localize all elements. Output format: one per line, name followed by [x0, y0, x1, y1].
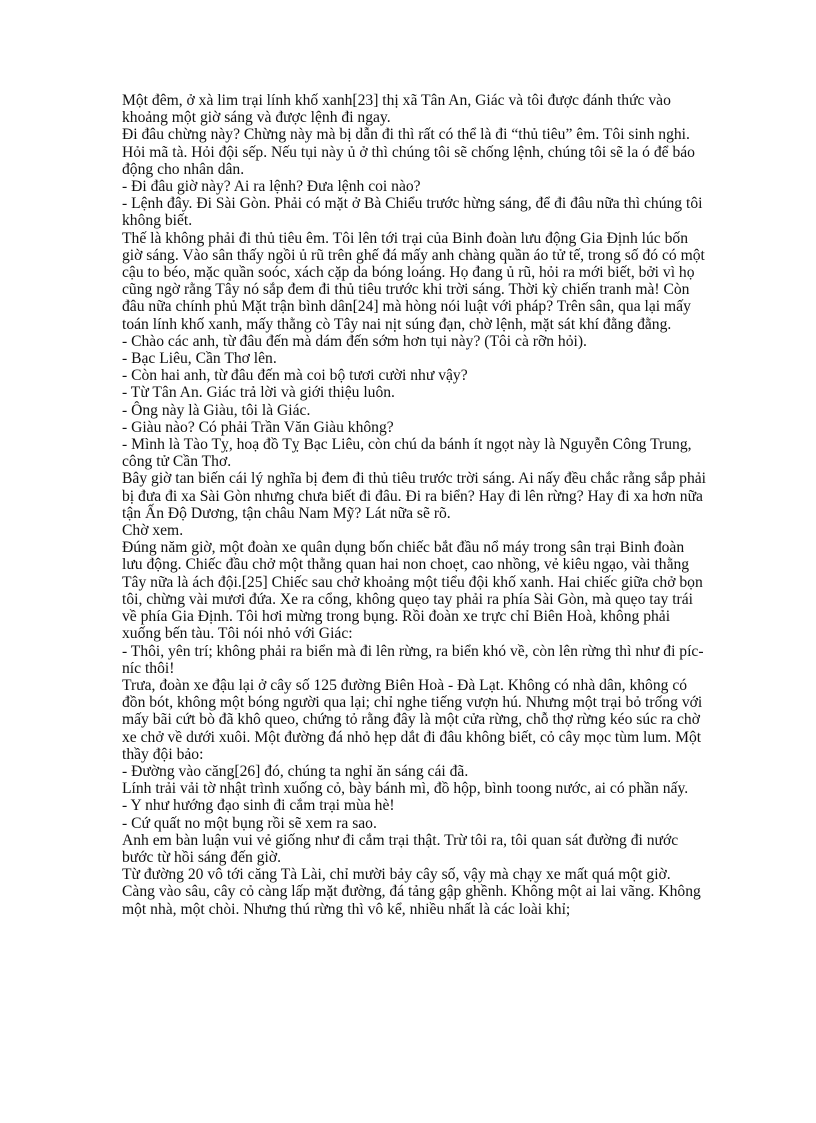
paragraph: Lính trải vải tờ nhật trình xuống cỏ, bày bánh mì, đồ hộp, bình toong nước, ai có phần nấy.	[122, 780, 689, 798]
dialogue-line: - Lệnh đây. Đi Sài Gòn. Phải có mặt ở Bà Chiểu trước hừng sáng, để đi đâu nữa thì chúng tôi không biết.	[122, 195, 703, 230]
dialogue-line: - Chào các anh, từ đâu đến mà dám đến sớm hơn tụi này? (Tôi cà rỡn hỏi).	[122, 332, 587, 350]
dialogue-line: - Còn hai anh, từ đâu đến mà coi bộ tươi cười như vậy?	[122, 367, 468, 385]
paragraph: Một đêm, ở xà lim trại lính khố xanh[23] thị xã Tân An, Giác và tôi được đánh thức vào khoảng một giờ sáng và được lệnh đi ngay.	[122, 92, 671, 127]
paragraph: Trưa, đoàn xe đậu lại ở cây số 125 đường Biên Hoà - Đà Lạt. Không có nhà dân, không có đồn bót, không một bóng người qua lại; chỉ nghe tiếng vượn hú. Nhưng một trại bỏ trống với mấy bãi cứt bò đã khô queo, chứng tỏ rằng đây là một cửa rừng, chỗ thợ rừng kéo súc ra chờ xe chở về dưới xuôi. Một đường đá nhỏ hẹp dắt đi đâu không biết, cỏ cây mọc tùm lum. Một thầy đội bảo:	[122, 676, 703, 763]
dialogue-line: - Giàu nào? Có phải Trần Văn Giàu không?	[122, 418, 394, 436]
dialogue-line: - Đường vào căng[26] đó, chúng ta nghỉ ăn sáng cái đã.	[122, 762, 469, 780]
dialogue-line: - Thôi, yên trí; không phải ra biển mà đi lên rừng, ra biển khó về, còn lên rừng thì như đi píc-níc thôi!	[122, 642, 704, 677]
paragraph: Đi đâu chừng này? Chừng này mà bị dẫn đi thì rất có thể là đi “thủ tiêu” êm. Tôi sinh nghi. Hỏi mã tà. Hỏi đội sếp. Nếu tụi này ủ ở thì chúng tôi sẽ chống lệnh, chúng tôi sẽ la ó để báo động cho nhân dân.	[122, 126, 695, 178]
document-page	[122, 92, 707, 918]
paragraph: Từ đường 20 vô tới căng Tà Lài, chỉ mười bảy cây số, vậy mà chạy xe mất quá một giờ. Càng vào sâu, cây cỏ càng lấp mặt đường, đá tảng gập ghềnh. Không một ai lai vãng. Không một nhà, một chòi. Nhưng thú rừng thì vô kể, nhiều nhất là các loài khỉ;	[122, 866, 701, 918]
paragraph: Chờ xem.	[122, 522, 184, 540]
dialogue-line: - Mình là Tào Tỵ, hoạ đồ Tỵ Bạc Liêu, còn chú da bánh ít ngọt này là Nguyễn Công Trung, công tử Cần Thơ.	[122, 436, 692, 471]
dialogue-line: - Bạc Liêu, Cần Thơ lên.	[122, 350, 277, 368]
dialogue-line: - Y như hướng đạo sinh đi cắm trại mùa hè!	[122, 797, 395, 815]
dialogue-line: - Đi đâu giờ này? Ai ra lệnh? Đưa lệnh coi nào?	[122, 178, 421, 196]
paragraph: Anh em bàn luận vui vẻ giống như đi cắm trại thật. Trừ tôi ra, tôi quan sát đường đi nước bước từ hồi sáng đến giờ.	[122, 831, 679, 866]
dialogue-line: - Từ Tân An. Giác trả lời và giới thiệu luôn.	[122, 384, 395, 402]
paragraph: Bây giờ tan biến cái lý nghĩa bị đem đi thủ tiêu trước trời sáng. Ai nấy đều chắc rằng sắp phải bị đưa đi xa Sài Gòn nhưng chưa biết đi đâu. Đi ra biển? Hay đi lên rừng? Hay đi xa hơn nữa tận Ấn Độ Dương, tận châu Nam Mỹ? Lát nữa sẽ rõ.	[122, 470, 707, 522]
dialogue-line: - Cứ quất no một bụng rồi sẽ xem ra sao.	[122, 814, 377, 832]
dialogue-line: - Ông này là Giàu, tôi là Giác.	[122, 401, 311, 419]
paragraph: Đúng năm giờ, một đoàn xe quân dụng bốn chiếc bắt đầu nổ máy trong sân trại Binh đoàn lưu động. Chiếc đầu chở một thằng quan hai non choẹt, cao nhồng, vẻ kiêu ngạo, vài thằng Tây nữa là ách đội.[25] Chiếc sau chở khoảng một tiểu đội khố xanh. Hai chiếc giữa chở bọn tôi, chừng vài mươi đứa. Xe ra cổng, không quẹo tay phải ra phía Sài Gòn, mà quẹo tay trái về phía Gia Định. Tôi hơi mừng trong bụng. Rồi đoàn xe trực chỉ Biên Hoà, không phải xuống bến tàu. Tôi nói nhỏ với Giác:	[122, 539, 703, 643]
paragraph: Thế là không phải đi thủ tiêu êm. Tôi lên tới trại của Binh đoàn lưu động Gia Định lúc bốn giờ sáng. Vào sân thấy ngồi ủ rũ trên ghế đá mấy anh chàng quần áo tử tế, trong số đó có một cậu to béo, mặc quần soóc, xách cặp da bóng loáng. Họ đang ủ rũ, hỏi ra mới biết, bởi vì họ cũng ngờ rằng Tây nó sắp đem đi thủ tiêu trước khi trời sáng. Thời kỳ chiến tranh mà! Còn đâu nữa chính phủ Mặt trận bình dân[24] mà hòng nói luật với pháp? Trên sân, qua lại mấy toán lính khố xanh, mấy thằng cò Tây nai nịt súng đạn, chờ lệnh, mặt sát khí đằng đằng.	[122, 229, 705, 333]
